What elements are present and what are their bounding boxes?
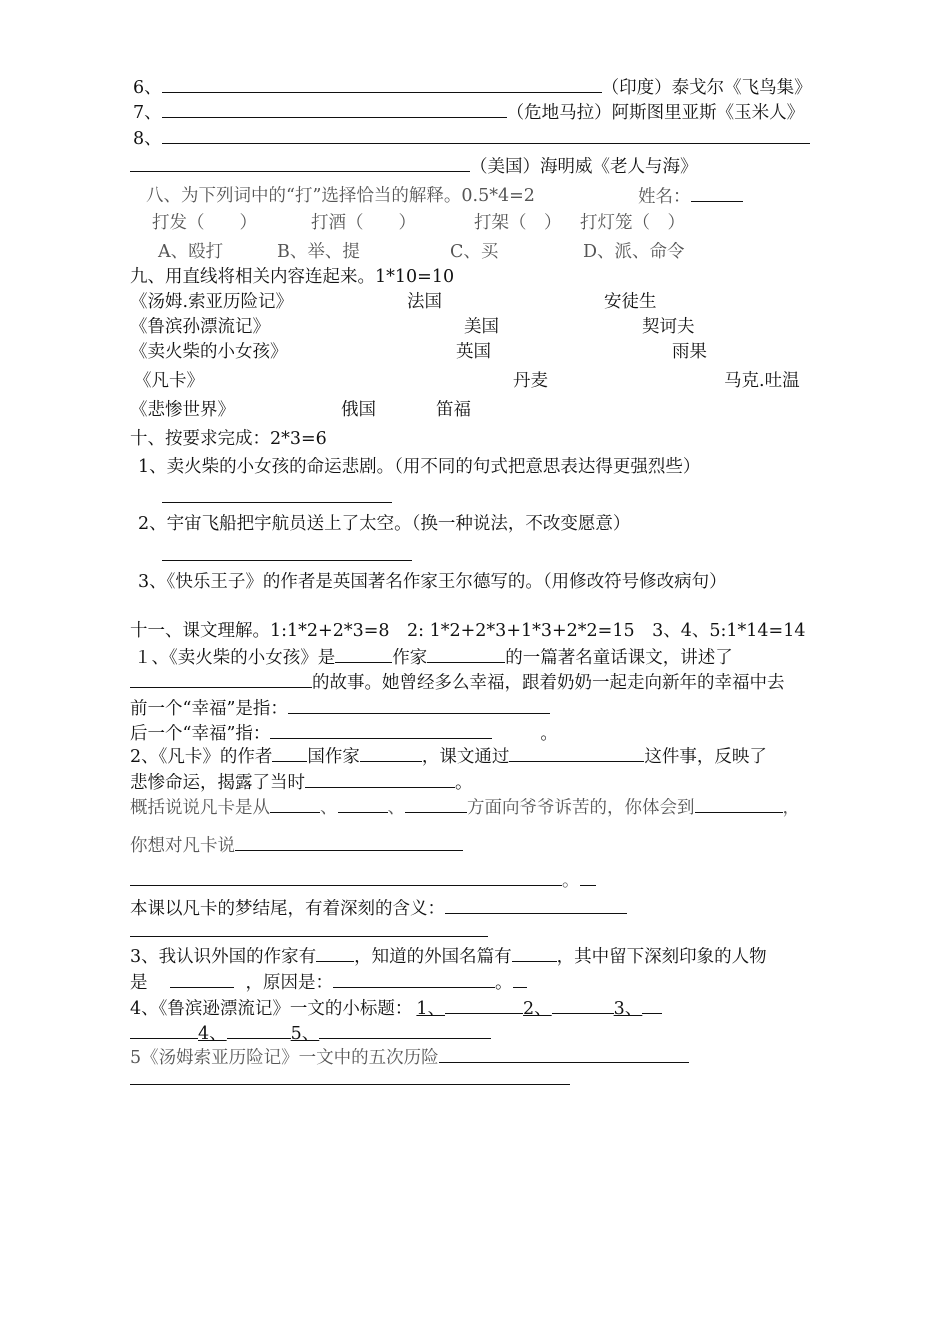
answer-blank[interactable] xyxy=(162,127,810,144)
s7-line-7: 7、 （危地马拉）阿斯图里亚斯《玉米人》 xyxy=(133,103,805,123)
s10-title: 十、按要求完成：2*3=6 xyxy=(130,429,327,449)
answer-blank[interactable] xyxy=(130,1022,198,1039)
s11-q2-line1: 2、《凡卡》的作者 国作家 ，课文通过 这件事，反映了 xyxy=(130,747,767,767)
s7-line-8: 8、 xyxy=(133,127,810,150)
s8-word-1: 打发（ ） xyxy=(152,213,257,233)
s11-q2-line6: 本课以凡卡的梦结尾，有着深刻的含义： xyxy=(130,897,627,920)
s11-q4-line2: 4、 5、 xyxy=(130,1022,491,1045)
s11-q5-answer[interactable] xyxy=(130,1068,570,1085)
answer-blank[interactable] xyxy=(335,646,392,663)
s9-country-1[interactable]: 法国 xyxy=(407,292,442,312)
answer-blank[interactable] xyxy=(642,997,662,1014)
answer-blank[interactable] xyxy=(338,796,388,813)
answer-blank[interactable] xyxy=(513,971,527,988)
s11-q3-line2: 是 ，原因是： 。 xyxy=(130,971,527,994)
s10-item-2: 2、宇宙飞船把宇航员送上了太空。（换一种说法，不改变愿意） xyxy=(138,514,631,534)
answer-blank[interactable] xyxy=(333,971,495,988)
s10-item-1: 1、卖火柴的小女孩的命运悲剧。（用不同的句式把意思表达得更强烈些） xyxy=(138,457,701,477)
answer-blank[interactable] xyxy=(288,697,550,714)
s9-country-5[interactable]: 俄国 xyxy=(341,400,376,420)
s8-option-b: B、举、提 xyxy=(277,242,360,262)
s11-q2-line4: 你想对凡卡说 xyxy=(130,834,463,857)
s8-word-3: 打架（ ） xyxy=(474,213,562,233)
s7-line-8-cont: （美国）海明威《老人与海》 xyxy=(130,155,698,178)
s10-answer-2[interactable] xyxy=(162,544,412,561)
s11-q4-line1: 4、《鲁滨逊漂流记》一文的小标题： 1、 2、 3、 xyxy=(130,997,662,1020)
s11-title: 十一、课文理解。1:1*2+2*3=8 2: 1*2+2*3+1*3+2*2=15 3、4、5:1*14=14 xyxy=(130,621,806,641)
answer-blank[interactable] xyxy=(512,945,557,962)
s8-title: 八、为下列词中的“打”选择恰当的解释。0.5*4=2 xyxy=(146,186,535,206)
s9-country-4[interactable]: 丹麦 xyxy=(513,371,548,391)
s11-q3-line1: 3、我认识外国的作家有 ，知道的外国名篇有 ，其中留下深刻印象的人物 xyxy=(130,947,767,967)
s9-country-3[interactable]: 英国 xyxy=(456,342,491,362)
s11-q1-line2: 的故事。她曾经多么幸福，跟着奶奶一起走向新年的幸福中去 xyxy=(130,671,785,694)
s9-book-2[interactable]: 《鲁滨孙漂流记》 xyxy=(130,317,270,337)
s9-title: 九、用直线将相关内容连起来。1*10=10 xyxy=(130,267,455,287)
answer-blank[interactable] xyxy=(695,796,783,813)
answer-blank[interactable] xyxy=(316,945,354,962)
s9-author-3[interactable]: 雨果 xyxy=(672,342,707,362)
answer-blank[interactable] xyxy=(162,76,602,93)
answer-blank[interactable] xyxy=(162,101,507,118)
answer-blank[interactable] xyxy=(509,745,644,762)
s8-option-a: A、殴打 xyxy=(158,242,224,262)
answer-blank[interactable] xyxy=(319,1022,491,1039)
s9-author-2[interactable]: 契诃夫 xyxy=(642,317,695,337)
s9-author-5[interactable]: 笛福 xyxy=(436,400,471,420)
s8-word-2: 打酒（ ） xyxy=(311,213,416,233)
answer-blank[interactable] xyxy=(270,796,320,813)
answer-blank[interactable] xyxy=(445,897,627,914)
s9-author-4[interactable]: 马克.吐温 xyxy=(724,371,800,391)
answer-blank[interactable] xyxy=(270,722,492,739)
s9-book-3[interactable]: 《卖火柴的小女孩》 xyxy=(130,342,288,362)
answer-blank[interactable] xyxy=(170,971,234,988)
name-blank[interactable] xyxy=(691,185,743,202)
s9-book-4[interactable]: 《凡卡》 xyxy=(134,371,204,391)
s10-answer-1[interactable] xyxy=(162,486,392,503)
answer-blank[interactable] xyxy=(552,997,614,1014)
s9-book-5[interactable]: 《悲惨世界》 xyxy=(130,400,235,420)
answer-blank[interactable] xyxy=(130,155,470,172)
name-field: 姓名： xyxy=(638,185,743,208)
s9-author-1[interactable]: 安徒生 xyxy=(604,292,657,312)
answer-blank[interactable] xyxy=(130,869,562,886)
answer-blank[interactable] xyxy=(235,834,463,851)
s8-word-4: 打灯笼（ ） xyxy=(580,213,685,233)
s11-q2-line5: 。 xyxy=(130,869,596,892)
answer-blank[interactable] xyxy=(439,1046,689,1063)
s9-book-1[interactable]: 《汤姆.索亚历险记》 xyxy=(130,292,294,312)
s9-country-2[interactable]: 美国 xyxy=(464,317,499,337)
answer-blank[interactable] xyxy=(227,1022,291,1039)
s8-option-c: C、买 xyxy=(450,242,499,262)
s10-item-3: 3、《快乐王子》的作者是英国著名作家王尔德写的。（用修改符号修改病句） xyxy=(138,572,727,592)
s11-q2-answer[interactable] xyxy=(130,920,488,937)
answer-blank[interactable] xyxy=(130,671,312,688)
answer-blank[interactable] xyxy=(305,771,455,788)
answer-blank[interactable] xyxy=(445,997,523,1014)
answer-blank[interactable] xyxy=(427,646,505,663)
s8-option-d: D、派、命令 xyxy=(583,242,685,262)
answer-blank[interactable] xyxy=(580,869,596,886)
s7-line-6: 6、 （印度）泰戈尔《飞鸟集》 xyxy=(133,78,812,98)
s11-q1-line3: 前一个“幸福”是指： xyxy=(130,697,550,720)
answer-blank[interactable] xyxy=(405,796,467,813)
s11-q2-line3: 概括说说凡卡是从 、 、 方面向爷爷诉苦的，你体会到 ， xyxy=(130,798,800,818)
answer-blank[interactable] xyxy=(360,745,422,762)
s11-q1-line4: 后一个“幸福”指： 。 xyxy=(130,724,558,744)
answer-blank[interactable] xyxy=(272,745,307,762)
s11-q1-line1: １、《卖火柴的小女孩》是 作家 的一篇著名童话课文，讲述了 xyxy=(134,648,733,668)
s11-q2-line2: 悲惨命运，揭露了当时 。 xyxy=(130,773,473,793)
s11-q5-line1: 5《汤姆索亚历险记》一文中的五次历险 xyxy=(130,1046,689,1069)
